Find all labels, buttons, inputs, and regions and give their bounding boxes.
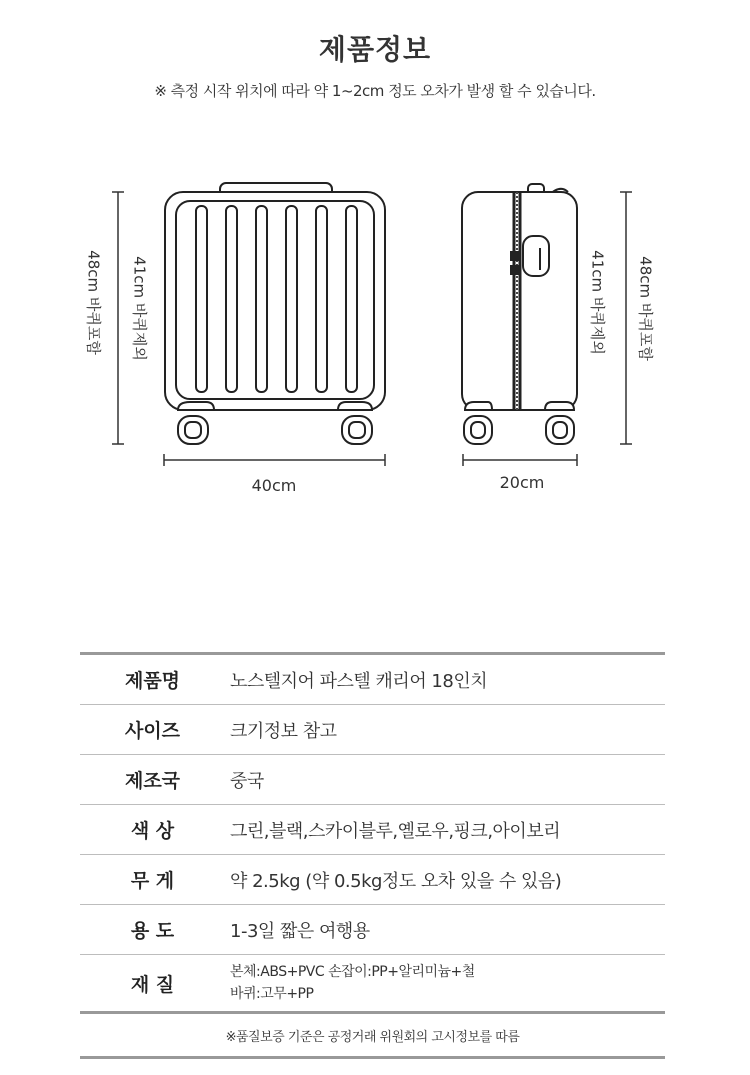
spec-value: 그린,블랙,스카이블루,옐로우,핑크,아이보리 (230, 820, 561, 842)
side-total-height-label: 48cm 바퀴포함 (636, 256, 655, 361)
spec-row-origin (80, 755, 665, 805)
material-line-2: 바퀴:고무+PP (230, 986, 314, 1002)
measurement-note: ※ 측정 시작 위치에 따라 약 1~2cm 정도 오차가 발생 할 수 있습니다. (154, 82, 596, 100)
front-total-height-label: 48cm 바퀴포함 (84, 250, 103, 355)
spec-key: 사이즈 (124, 720, 181, 742)
side-body-height-label: 41cm 바퀴제외 (588, 250, 607, 355)
side-lock (523, 236, 549, 276)
side-wheel-right (546, 416, 574, 444)
spec-table (80, 652, 665, 1014)
quality-footnote: ※품질보증 기준은 공정거래 위원회의 고시정보를 따름 (80, 1020, 665, 1059)
front-body (165, 192, 385, 410)
spec-value: 크기정보 참고 (230, 720, 337, 742)
page-title: 제품정보 (318, 33, 432, 66)
front-body-height-label: 41cm 바퀴제외 (130, 256, 149, 361)
spec-key: 제품명 (124, 670, 181, 692)
spec-value: 노스텔지어 파스텔 캐리어 18인치 (230, 670, 488, 692)
spec-row-name (80, 652, 665, 705)
material-line-1: 본체:ABS+PVC 손잡이:PP+알리미늄+철 (230, 964, 475, 980)
front-wheel-right (342, 416, 372, 444)
spec-row-color (80, 805, 665, 855)
spec-row-material (80, 955, 665, 1014)
spec-row-size (80, 705, 665, 755)
spec-key: 색 상 (130, 820, 175, 842)
spec-value: 1-3일 짧은 여행용 (230, 920, 370, 942)
front-width-label: 40cm (251, 476, 297, 495)
side-depth-label: 20cm (499, 473, 545, 492)
spec-row-usage (80, 905, 665, 955)
spec-key: 용 도 (130, 920, 175, 942)
front-wheel-left (178, 416, 208, 444)
spec-value: 중국 (230, 770, 264, 792)
spec-row-weight (80, 855, 665, 905)
spec-key: 무 게 (130, 870, 175, 892)
size-diagram (0, 170, 750, 510)
spec-key: 제조국 (124, 770, 181, 792)
spec-value (225, 961, 665, 1005)
spec-value: 약 2.5kg (약 0.5kg정도 오차 있을 수 있음) (230, 870, 562, 892)
spec-key: 재 질 (130, 973, 175, 996)
side-wheel-left (464, 416, 492, 444)
